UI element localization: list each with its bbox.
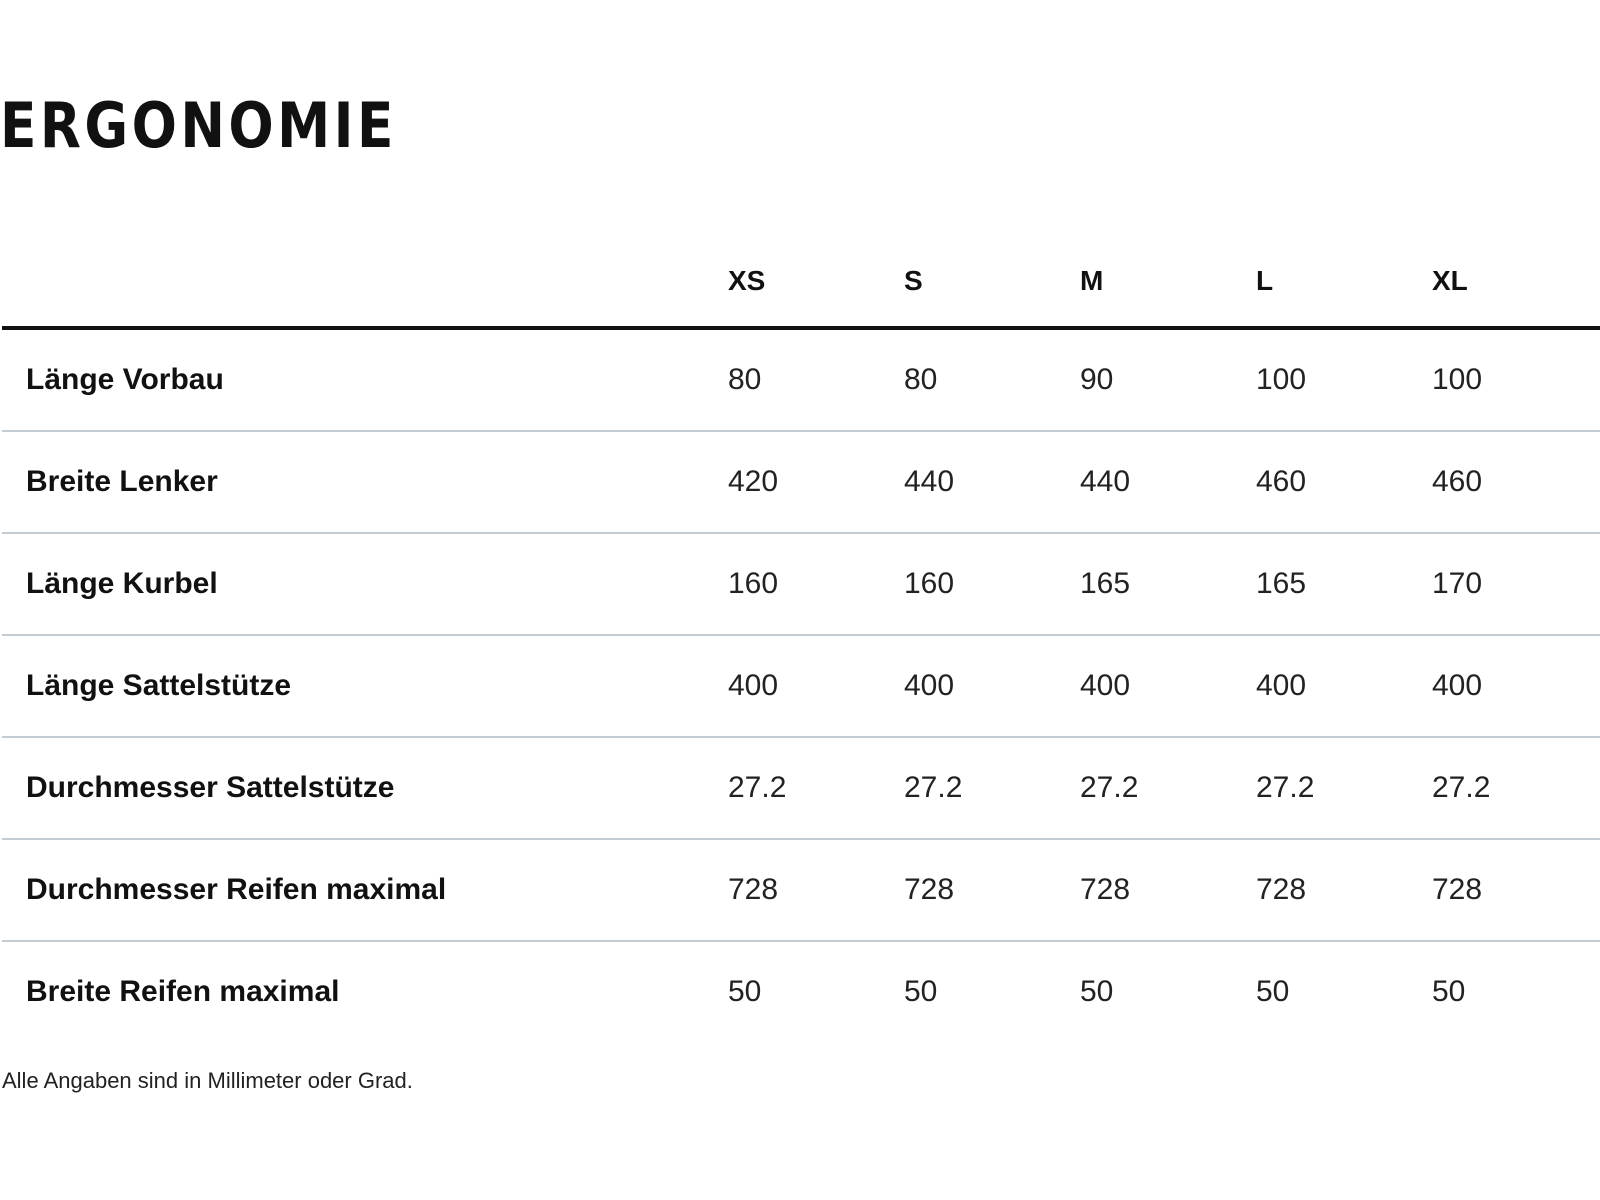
- table-cell: 400: [728, 635, 904, 737]
- table-cell: 80: [728, 328, 904, 431]
- table-cell: 50: [1080, 975, 1114, 1008]
- size-header-m: M: [1080, 236, 1256, 328]
- table-header-row: [2, 236, 1600, 328]
- row-label: Länge Kurbel: [2, 533, 728, 635]
- table-row: [2, 839, 1600, 941]
- table-cell: 27.2: [1256, 737, 1432, 839]
- table-cell: 27.2: [1432, 737, 1600, 839]
- table-cell: 728: [1432, 839, 1600, 941]
- table-cell: 400: [904, 635, 1080, 737]
- table-row: [2, 533, 1600, 635]
- row-label: Breite Reifen maximal: [26, 975, 340, 1008]
- table-cell: 728: [1256, 839, 1432, 941]
- table-row: [2, 328, 1600, 431]
- table-cell: 440: [904, 431, 1080, 533]
- table-cell: 100: [1256, 328, 1432, 431]
- table-cell: 160: [728, 533, 904, 635]
- table-cell: 440: [1080, 431, 1256, 533]
- row-label: Länge Vorbau: [2, 328, 728, 431]
- table-row: [2, 737, 1600, 839]
- size-header-xl: XL: [1432, 236, 1600, 328]
- table-cell: 165: [1256, 533, 1432, 635]
- table-row: [2, 941, 1600, 1042]
- table-cell: 27.2: [904, 737, 1080, 839]
- table-cell: 400: [1080, 635, 1256, 737]
- size-header-s: S: [904, 236, 1080, 328]
- table-row: [2, 635, 1600, 737]
- table-cell: 420: [728, 431, 904, 533]
- table-cell: 160: [904, 533, 1080, 635]
- table-cell: 50: [1256, 975, 1290, 1008]
- ergonomics-table: [2, 236, 1600, 1042]
- table-cell: 27.2: [728, 737, 904, 839]
- table-header-corner: [2, 236, 728, 328]
- table-cell: 50: [1432, 975, 1466, 1008]
- units-footnote: Alle Angaben sind in Millimeter oder Grad.: [2, 1068, 413, 1093]
- table-cell: 170: [1432, 533, 1600, 635]
- row-label: Durchmesser Reifen maximal: [2, 839, 728, 941]
- size-header-l: L: [1256, 236, 1432, 328]
- table-cell: 50: [904, 975, 938, 1008]
- table-cell: 90: [1080, 328, 1256, 431]
- row-label: Länge Sattelstütze: [2, 635, 728, 737]
- table-cell: 400: [1256, 635, 1432, 737]
- page-title: ERGONOMIE: [0, 89, 397, 162]
- table-cell: 728: [728, 839, 904, 941]
- table-cell: 27.2: [1080, 737, 1256, 839]
- table-row: [2, 431, 1600, 533]
- table-cell: 80: [904, 328, 1080, 431]
- table-cell: 460: [1256, 431, 1432, 533]
- row-label: Breite Lenker: [2, 431, 728, 533]
- table-cell: 728: [904, 839, 1080, 941]
- size-header-xs: XS: [728, 236, 904, 328]
- table-cell: 165: [1080, 533, 1256, 635]
- table-cell: 50: [728, 975, 762, 1008]
- table-cell: 728: [1080, 839, 1256, 941]
- table-cell: 400: [1432, 635, 1600, 737]
- row-label: Durchmesser Sattelstütze: [2, 737, 728, 839]
- table-cell: 460: [1432, 431, 1600, 533]
- table-cell: 100: [1432, 328, 1600, 431]
